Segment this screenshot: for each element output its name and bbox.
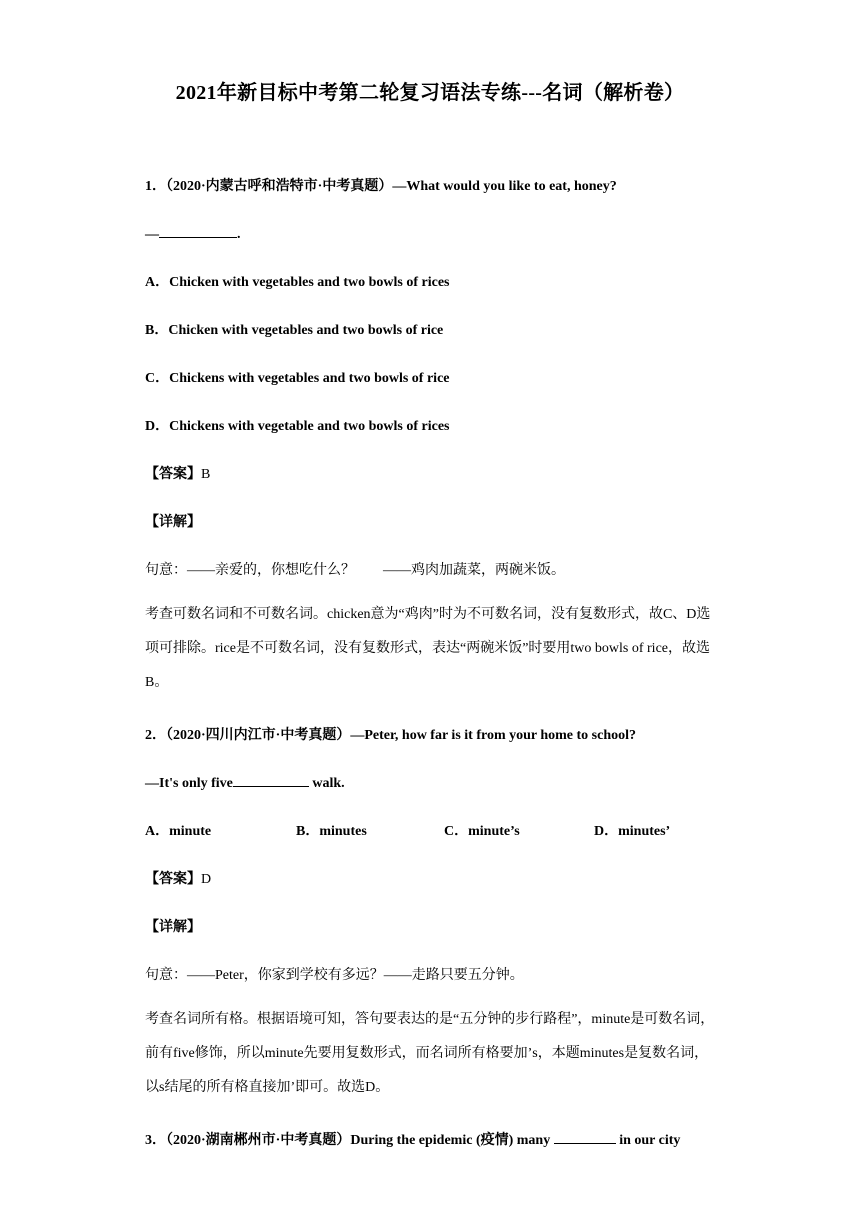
- question-2-answer: [145, 868, 211, 888]
- question-1-reply-suffix: .: [237, 227, 241, 242]
- answer-value: D: [201, 872, 212, 887]
- question-1-option-d: D．Chickens with vegetable and two bowls of rices: [145, 419, 450, 434]
- question-3-stem: [145, 1129, 680, 1149]
- question-2-detail-label: 【详解】: [145, 920, 201, 935]
- question-2-reply-prefix: —It's only five: [145, 776, 233, 791]
- answer-label: 【答案】: [145, 872, 201, 887]
- question-1-reply-prefix: —: [145, 227, 159, 242]
- question-1-reply: [145, 223, 241, 243]
- question-2-option-a: A．minute: [145, 824, 212, 839]
- question-1-option-b: B．Chicken with vegetables and two bowls of rice: [145, 323, 444, 338]
- question-2-reply: [145, 772, 345, 792]
- question-1-explanation: 考查可数名词和不可数名词。chicken意为“鸡肉”时为不可数名词，没有复数形式，故C、D选项可排除。rice是不可数名词，没有复数形式，表达“两碗米饭”时要用two bowls of rice，故选B。: [145, 607, 711, 690]
- question-1-option-a: A．Chicken with vegetables and two bowls of rices: [145, 275, 450, 290]
- question-2-option-d: D．minutes’: [594, 824, 671, 839]
- answer-value: B: [201, 467, 211, 482]
- question-2-reply-suffix: walk.: [308, 776, 345, 791]
- question-2-option-c: C．minute’s: [444, 824, 520, 839]
- question-3-blank: [554, 1129, 616, 1144]
- question-3-stem-prefix: 3．（2020·湖南郴州市·中考真题）During the epidemic (疫情) many: [145, 1133, 551, 1148]
- answer-label: 【答案】: [145, 467, 201, 482]
- question-1-option-c: C．Chickens with vegetables and two bowls of rice: [145, 371, 450, 386]
- question-2-translation: 句意：——Peter，你家到学校有多远？——走路只要五分钟。: [145, 968, 524, 983]
- question-2-explanation: 考查名词所有格。根据语境可知，答句要表达的是“五分钟的步行路程”，minute是可数名词，前有five修饰，所以minute先要用复数形式，而名词所有格要加’s，本题minutes是复数名词，以s结尾的所有格直接加’即可。故选D。: [145, 1012, 715, 1095]
- question-2-stem: 2．（2020·四川内江市·中考真题）—Peter, how far is it from your home to school?: [145, 728, 637, 743]
- question-1-translation: 句意：——亲爱的，你想吃什么？ ——鸡肉加蔬菜，两碗米饭。: [145, 563, 565, 578]
- document-title: 2021年新目标中考第二轮复习语法专练---名词（解析卷）: [175, 82, 685, 104]
- question-1-answer: [145, 463, 210, 483]
- question-1-stem: 1．（2020·内蒙古呼和浩特市·中考真题）—What would you like to eat, honey?: [145, 179, 617, 194]
- question-2-blank: [233, 772, 309, 787]
- question-3-stem-suffix: in our city: [615, 1133, 681, 1148]
- question-2-option-b: B．minutes: [296, 824, 367, 839]
- question-1-detail-label: 【详解】: [145, 515, 201, 530]
- question-1-blank: [159, 223, 237, 238]
